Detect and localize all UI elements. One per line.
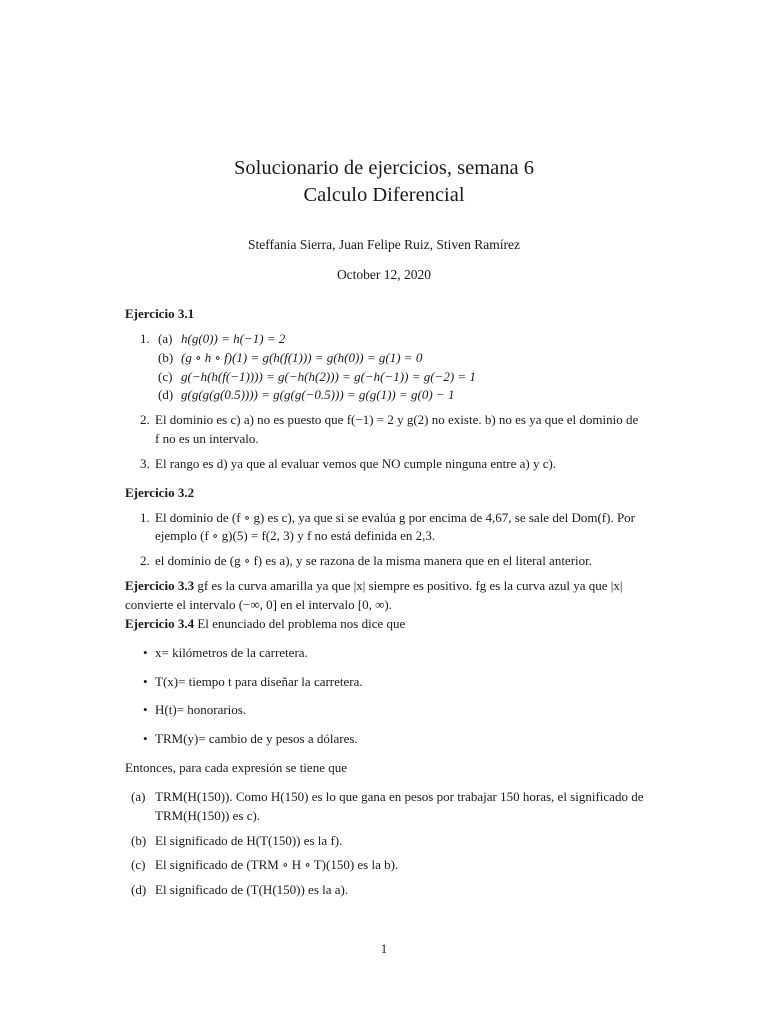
bullet-icon: • <box>143 702 148 718</box>
list-item <box>125 455 645 474</box>
item-label: (d) <box>131 882 147 898</box>
item-text: TRM(y)= cambio de y pesos a dólares. <box>155 731 358 747</box>
list-item <box>125 788 645 826</box>
exercise-3-3-text: gf es la curva amarilla ya que |x| siempre es positivo. fg es la curva azul ya que |x| convierte el intervalo (−∞, 0] en el intervalo [0, ∞). <box>125 578 623 612</box>
title-block <box>0 155 768 284</box>
exercise-3-4 <box>125 615 645 900</box>
item-text: El dominio de (f ∘ g) es c), ya que si se evalúa g por encima de 4,67, se sale del Dom(f). Por ejemplo (f ∘ g)(5) = f(2, 3) y f no está definida en 2,3. <box>155 509 636 544</box>
bullet-icon: • <box>143 731 148 747</box>
sub-item-text: h(g(0)) = h(−1) = 2 <box>181 330 286 346</box>
item-text: x= kilómetros de la carretera. <box>155 644 308 660</box>
exercise-3-2-list <box>125 509 645 572</box>
sub-item-text: g(−h(h(f(−1)))) = g(−h(h(2))) = g(−h(−1)) = g(−2) = 1 <box>181 368 476 384</box>
item-number: 1. <box>140 330 150 346</box>
item-text: El rango es d) ya que al evaluar vemos que NO cumple ninguna entre a) y c). <box>155 455 557 471</box>
list-item <box>125 832 645 851</box>
item-label: (c) <box>131 857 146 873</box>
exercise-3-1-heading: Ejercicio 3.1 <box>125 306 195 321</box>
item-text: El dominio es c) a) no es puesto que f(−1) = 2 y g(2) no existe. b) no es ya que el dominio de f no es un intervalo. <box>155 412 639 447</box>
item-text: T(x)= tiempo t para diseñar la carretera. <box>155 673 363 689</box>
sub-item-label: (d) <box>158 387 174 403</box>
item-text: TRM(H(150)). Como H(150) es lo que gana en pesos por trabajar 150 horas, el significado de TRM(H(150)) es c). <box>155 788 644 823</box>
list-item <box>125 701 645 720</box>
item-text: El significado de H(T(150)) es la f). <box>155 832 343 848</box>
exercise-3-4-then: Entonces, para cada expresión se tiene que <box>125 760 347 776</box>
sub-item <box>155 349 645 368</box>
sub-item-label: (c) <box>158 368 173 384</box>
sub-item <box>155 330 645 349</box>
list-item <box>125 673 645 692</box>
bullet-icon: • <box>143 644 148 660</box>
exercise-3-1-list <box>125 330 645 474</box>
exercise-3-1 <box>125 305 645 474</box>
list-item <box>125 881 645 900</box>
sub-item-label: (a) <box>158 330 173 346</box>
exercise-3-2 <box>125 484 645 571</box>
item-text: El significado de (TRM ∘ H ∘ T)(150) es la b). <box>155 857 399 873</box>
list-item <box>125 330 645 405</box>
list-item <box>125 509 645 547</box>
list-item <box>125 411 645 449</box>
date: October 12, 2020 <box>336 266 432 282</box>
item-number: 2. <box>140 553 150 569</box>
title-line-1: Solucionario de ejercicios, semana 6 <box>234 157 534 179</box>
bullet-icon: • <box>143 673 148 689</box>
item-number: 1. <box>140 509 150 525</box>
item-text: H(t)= honorarios. <box>155 702 247 718</box>
exercise-3-2-heading: Ejercicio 3.2 <box>125 484 195 500</box>
list-item <box>125 552 645 571</box>
item-number: 3. <box>140 455 150 471</box>
list-item <box>125 730 645 749</box>
item-label: (a) <box>131 788 146 804</box>
authors: Steffania Sierra, Juan Felipe Ruiz, Stiven Ramírez <box>248 237 520 252</box>
list-item <box>125 856 645 875</box>
item-text: El significado de (T(H(150)) es la a). <box>155 882 349 898</box>
list-item <box>125 644 645 663</box>
sub-item-text: g(g(g(g(0.5)))) = g(g(g(−0.5))) = g(g(1)) = g(0) − 1 <box>181 387 455 403</box>
exercise-3-4-intro: El enunciado del problema nos dice que <box>197 615 406 631</box>
exercise-3-3-heading: Ejercicio 3.3 <box>125 578 195 594</box>
sub-item <box>155 368 645 387</box>
exercise-3-4-heading: Ejercicio 3.4 <box>125 615 195 631</box>
exercise-3-3 <box>125 577 645 615</box>
sub-item <box>155 386 645 405</box>
item-text: el dominio de (g ∘ f) es a), y se razona de la misma manera que en el literal anterior. <box>155 553 593 569</box>
meanings-list <box>125 788 645 900</box>
item-number: 2. <box>140 412 150 428</box>
page-number: 1 <box>380 941 388 956</box>
item-label: (b) <box>131 832 147 848</box>
title-line-2: Calculo Diferencial <box>303 184 465 206</box>
sub-item-text: (g ∘ h ∘ f)(1) = g(h(f(1))) = g(h(0)) = g(1) = 0 <box>181 349 423 365</box>
definitions-list <box>125 644 645 749</box>
sub-list <box>155 330 645 405</box>
sub-item-label: (b) <box>158 349 174 365</box>
main-content <box>125 305 645 900</box>
